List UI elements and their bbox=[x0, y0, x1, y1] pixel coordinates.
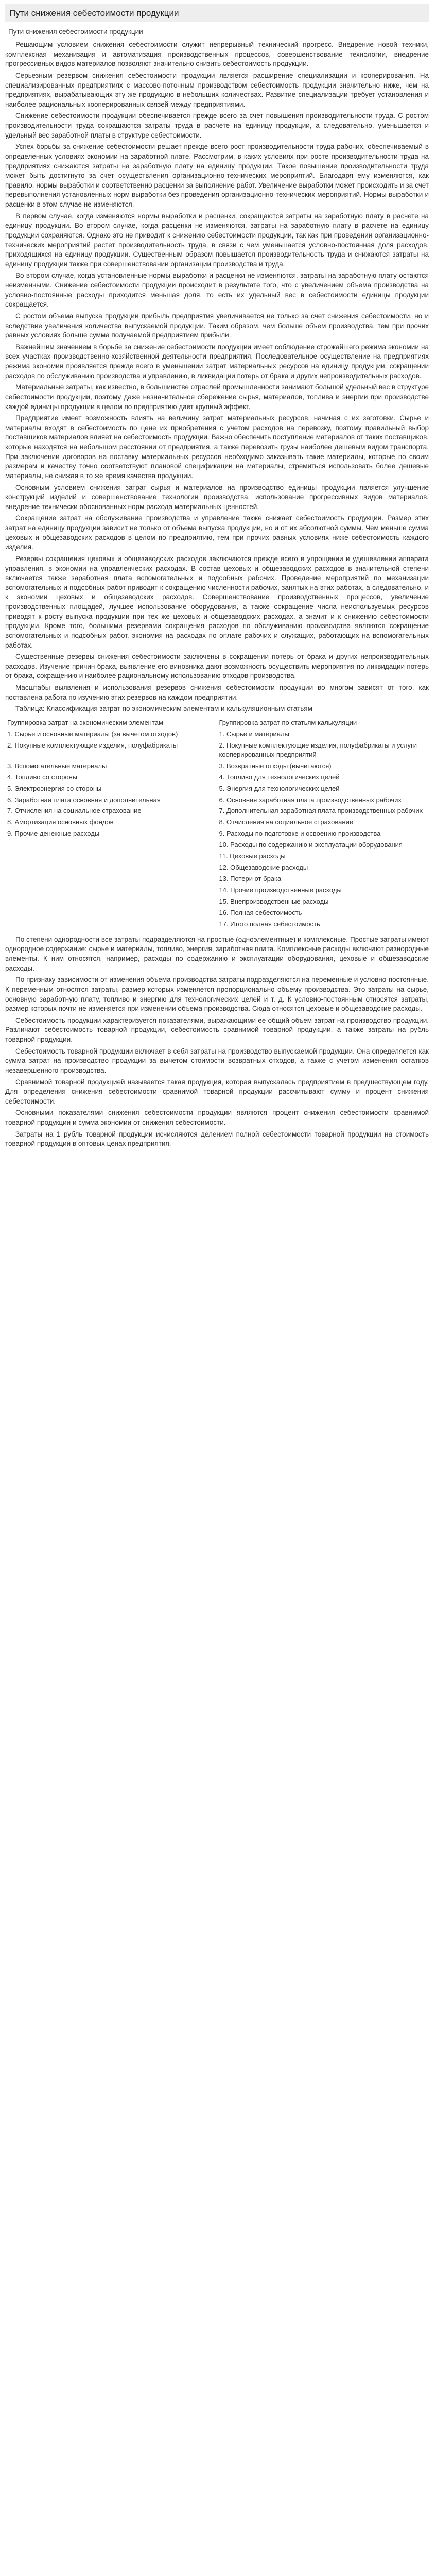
table-cell-economic-element: 6. Заработная плата основная и дополнительная bbox=[7, 795, 161, 804]
table-cell-economic-element bbox=[5, 896, 217, 907]
table-cell-economic-element: 8. Амортизация основных фондов bbox=[7, 818, 114, 826]
paragraph: Таблица: Классификация затрат по экономическим элементам и калькуляционным статьям bbox=[15, 705, 312, 713]
table-cell-cost-item: 2. Покупные комплектующие изделия, полуфабрикаты и услуги кооперированных предприятий bbox=[219, 741, 417, 758]
table-cell-cost-item: 7. Дополнительная заработная плата производственных рабочих bbox=[219, 807, 423, 815]
table-cell-economic-element bbox=[5, 839, 217, 851]
paragraph: Существенные резервы снижения себестоимости заключены в сокращении потерь от брака и других непроизводительных расходов. Изучение причин брака, выявление его виновника дают возможность осуществить мероприятия по ликвидации потерь от брака, сокращению и наиболее рациональному использованию отходов производства. bbox=[5, 653, 429, 680]
table-cell-economic-element: 7. Отчисления на социальное страхование bbox=[7, 807, 142, 815]
table-cell-cost-item: 14. Прочие производственные расходы bbox=[219, 886, 342, 894]
paragraph: Снижение себестоимости продукции обеспечивается прежде всего за счет повышения производительности труда. С ростом производительности труда сокращаются затраты труда в расчете на единицу продукции, а следовательно, уменьшается и удельный вес заработной платы в структуре себестоимости. bbox=[5, 112, 429, 139]
table-cell-economic-element bbox=[5, 907, 217, 919]
table-row bbox=[5, 873, 429, 885]
table-row bbox=[5, 783, 429, 794]
page-title-bar bbox=[5, 4, 429, 22]
paragraph: Успех борьбы за снижение себестоимости решает прежде всего рост производительности труда рабочих, обеспечиваемый в определенных условиях экономии на заработной плате. Рассмотрим, в каких условиях при росте производительности труда на предприятиях снижаются затраты на заработную плату на единицу продукции. Такое повышение производительности труда может быть достигнуто за счет осуществления организационно-технических мероприятий. Благодаря ему изменяются, как правило, нормы выработки и соответственно расценки за выполнение работ. Увеличение выработки может происходить и за счет перевыполнения установленных норм выработки без проведения организационно-технических мероприятий. Нормы выработки и расценки в этом случае не изменяются. bbox=[5, 143, 429, 209]
table-header-cell: Группировка затрат на экономическим элементам bbox=[7, 718, 163, 726]
table-row bbox=[5, 828, 429, 839]
table-cell-cost-item: 6. Основная заработная плата производственных рабочих bbox=[219, 795, 402, 804]
paragraph: Решающим условием снижения себестоимости служит непрерывный технический прогресс. Внедрение новой техники, комплексная механизация и автоматизация производственных процессов, совершенствование технологии, внедрение прогрессивных видов материалов позволяют значительно снизить себестоимость продукции. bbox=[5, 41, 429, 68]
table-row bbox=[5, 794, 429, 806]
table-cell-cost-item: 5. Энергия для технологических целей bbox=[219, 784, 340, 792]
paragraph: Основными показателями снижения себестоимости продукции являются процент снижения себестоимости сравнимой товарной продукции и сумма экономии от снижения себестоимости. bbox=[5, 1109, 429, 1127]
paragraph: Себестоимость продукции характеризуется показателями, выражающими ее общий объем затрат на производство продукции. Различают себестоимость товарной продукции, себестоимость сравнимой товарной продукции, а также затраты на рубль товарной продукции. bbox=[5, 1016, 429, 1044]
subheading: Пути снижения себестоимости продукции bbox=[8, 28, 143, 36]
table-cell-economic-element bbox=[5, 862, 217, 873]
table-cell-cost-item: 4. Топливо для технологических целей bbox=[219, 773, 340, 781]
page-title: Пути снижения себестоимости продукции bbox=[9, 8, 179, 18]
paragraph: Сравнимой товарной продукцией называется такая продукция, которая выпускалась предприятием в предшествующем году. Для определения снижения себестоимости сравнимой товарной продукции рассчитывают сумму и процент снижения себестоимости. bbox=[5, 1078, 429, 1105]
paragraph: Себестоимость товарной продукции включает в себя затраты на производство выпускаемой продукции. Она определяется как сумма затрат на производство продукции за вычетом стоимости возвратных отходов, а также с учетом изменения остатков незавершенного производства. bbox=[5, 1047, 429, 1074]
table-cell-cost-item: 1. Сырье и материалы bbox=[219, 730, 289, 738]
table-cell-economic-element: 5. Электроэнергия со стороны bbox=[7, 784, 102, 792]
table-row bbox=[5, 896, 429, 907]
table-row bbox=[5, 817, 429, 828]
table-cell-economic-element bbox=[5, 885, 217, 896]
table-row bbox=[5, 805, 429, 817]
paragraph: Предприятие имеет возможность влиять на величину затрат материальных ресурсов, начиная с их заготовки. Сырье и материалы входят в себестоимость по цене их приобретения с учетом расходов на перевозку, поэтому правильный выбор поставщиков материалов влияет на себестоимость продукции. Важно обеспечить поступление материалов от таких поставщиков, которые находятся на небольшом расстоянии от предприятия, а также перевозить грузы наиболее дешевым видом транспорта. При заключении договоров на поставку материальных ресурсов необходимо заказывать такие материалы, которые по своим размерам и качеству точно соответствуют плановой спецификации на материалы, стремиться использовать более дешевые материалы, не снижая в то же время качества продукции. bbox=[5, 414, 429, 480]
table-cell-economic-element: 2. Покупные комплектующие изделия, полуфабрикаты bbox=[7, 741, 178, 749]
table-row bbox=[5, 740, 429, 760]
paragraph: По степени однородности все затраты подразделяются на простые (одноэлементные) и комплексные. Простые затраты имеют однородное содержание: сырье и материалы, топливо, энергия, заработная плата. Комплексные расходы включают разнородные элементы. К ним относятся, например, расходы по содержанию и эксплуатации оборудования, цеховые и общезаводские расходы. bbox=[5, 935, 429, 972]
table-cell-cost-item: 15. Внепроизводственные расходы bbox=[219, 897, 329, 905]
table-row bbox=[5, 885, 429, 896]
table-cell-economic-element bbox=[5, 919, 217, 930]
table-row bbox=[5, 772, 429, 783]
table-row bbox=[5, 919, 429, 930]
paragraph: Затраты на 1 рубль товарной продукции исчисляются делением полной себестоимости товарной продукции на стоимость товарной продукции в оптовых ценах предприятия. bbox=[5, 1130, 429, 1148]
paragraph: Материальные затраты, как известно, в большинстве отраслей промышленности занимают большой удельный вес в структуре себестоимости продукции, поэтому даже незначительное сбережение сырья, материалов, топлива и энергии при производстве каждой единицы продукции в целом по предприятию дает крупный эффект. bbox=[5, 383, 429, 411]
table-cell-cost-item: 10. Расходы по содержанию и эксплуатации оборудования bbox=[219, 841, 403, 849]
table-cell-cost-item: 17. Итого полная себестоимость bbox=[219, 920, 320, 928]
paragraph: Сокращение затрат на обслуживание производства и управление также снижает себестоимость продукции. Размер этих затрат на единицу продукции зависит не только от объема выпуска продукции, но и от их абсолютной суммы. Чем меньше сумма цеховых и общезаводских расходов в целом по предприятию, тем при прочих равных условиях ниже себестоимость каждого изделия. bbox=[5, 514, 429, 551]
table-cell-cost-item: 11. Цеховые расходы bbox=[219, 852, 286, 860]
table-cell-economic-element: 3. Вспомогательные материалы bbox=[7, 761, 107, 770]
paragraph: Во втором случае, когда установленные нормы выработки и расценки не изменяются, затраты на заработную плату остаются неизменными. Снижение себестоимости продукции происходит в результате того, что с увеличением объема производства на условно-постоянные расходы приходится меньшая доля, то есть их удельный вес в себестоимости единицы продукции сокращается. bbox=[5, 272, 429, 309]
table-cell-economic-element: 1. Сырье и основные материалы (за вычетом отходов) bbox=[7, 730, 178, 738]
document-page bbox=[0, 0, 436, 1166]
table-cell-cost-item: 16. Полная себестоимость bbox=[219, 908, 302, 917]
table-header-cell: Группировка затрат по статьям калькуляции bbox=[219, 718, 357, 726]
paragraph: Серьезным резервом снижения себестоимости продукции является расширение специализации и кооперирования. На специализированных предприятиях с массово-поточным производством себестоимость продукции значительно ниже, чем на предприятиях, вырабатывающих эту же продукцию в небольших количествах. Развитие специализации требует установления и наиболее рациональных кооперированных связей между предприятиями. bbox=[5, 71, 429, 108]
paragraph: С ростом объема выпуска продукции прибыль предприятия увеличивается не только за счет снижения себестоимости, но и вследствие увеличения количества выпускаемой продукции. Таким образом, чем больше объем производства, тем при прочих равных условиях больше сумма получаемой предприятием прибыли. bbox=[5, 312, 429, 340]
table-row bbox=[5, 760, 429, 772]
paragraph: Масштабы выявления и использования резервов снижения себестоимости продукции во многом зависят от того, как поставлена работа по изучению этих резервов на каждом предприятии. bbox=[5, 684, 429, 701]
table-cell-cost-item: 3. Возвратные отходы (вычитаются) bbox=[219, 761, 332, 770]
table-row bbox=[5, 728, 429, 740]
table-cell-economic-element: 9. Прочие денежные расходы bbox=[7, 829, 100, 838]
body-text-before-table bbox=[5, 40, 429, 714]
paragraph: Резервы сокращения цеховых и общезаводских расходов заключаются прежде всего в упрощении и удешевлении аппарата управления, в экономии на управленческих расходах. В состав цеховых и общезаводских расходов в значительной степени включается также заработная плата вспомогательных и подсобных рабочих. Проведение мероприятий по механизации вспомогательных и подсобных работ приводит к сокращению численности рабочих, занятых на этих работах, а следовательно, и к экономии цеховых и общезаводских расходов. Совершенствование производственных процессов, увеличение производственных площадей, лучшее использование оборудования, а также сокращение числа неиспользуемых ресурсов приводят к росту выпуска продукции при тех же цеховых и общезаводских расходах, а значит и к снижению себестоимости продукции. Кроме того, большими резервами сокращения расходов по обслуживанию производства являются сокращение вспомогательных и подсобных работ, экономия на расходах по оплате рабочих и служащих, работающих на вспомогательных работах. bbox=[5, 554, 429, 649]
paragraph: По признаку зависимости от изменения объема производства затраты подразделяются на переменные и условно-постоянные. К переменным относятся затраты, размер которых изменяется пропорционально объему производства. Это затраты на сырье, основную заработную плату, топливо и энергию для технологических целей и т. д. К условно-постоянным относятся затраты, размер которых почти не изменяется при изменении объема производства. Сюда относятся цеховые и общезаводские расходы. bbox=[5, 976, 429, 1013]
table-cell-cost-item: 8. Отчисления на социальное страхование bbox=[219, 818, 354, 826]
table-cell-cost-item: 13. Потери от брака bbox=[219, 875, 282, 883]
classification-table bbox=[5, 717, 429, 930]
paragraph: Важнейшим значением в борьбе за снижение себестоимости продукции имеет соблюдение строжайшего режима экономии на всех участках производственно-хозяйственной деятельности предприятия. Последовательное осуществление на предприятиях режима экономии проявляется прежде всего в уменьшении затрат материальных ресурсов на единицу продукции, сокращении расходов по обслуживанию производства и управлению, в ликвидации потерь от брака и других непроизводительных расходов. bbox=[5, 343, 429, 380]
table-cell-economic-element bbox=[5, 851, 217, 862]
body-text-after-table bbox=[5, 935, 429, 1149]
table-cell-economic-element: 4. Топливо со стороны bbox=[7, 773, 78, 781]
paragraph: Основным условием снижения затрат сырья и материалов на производство единицы продукции является улучшение конструкций изделий и совершенствование технологии производства, использование прогрессивных видов материалов, внедрение технически обоснованных норм расхода материальных ценностей. bbox=[5, 483, 429, 511]
table-row bbox=[5, 851, 429, 862]
table-row bbox=[5, 907, 429, 919]
table-cell-cost-item: 12. Общезаводские расходы bbox=[219, 863, 308, 872]
table-cell-cost-item: 9. Расходы по подготовке и освоению производства bbox=[219, 829, 381, 838]
paragraph: В первом случае, когда изменяются нормы выработки и расценки, сокращаются затраты на заработную плату в расчете на единицу продукции. Во втором случае, когда расценки не изменяются, затраты на заработную плату в расчете на единицу продукции сохраняются. Однако это не приводит к снижению себестоимости продукции, так как при проведении организационно-технических мероприятий растет производительность труда, в связи с чем уменьшается условно-постоянная доля расходов, приходящихся на единицу продукции. Существенным образом повышается производительность труда и снижаются затраты на единицу продукции также при совершенствовании организации производства и труда. bbox=[5, 212, 429, 268]
table-cell-economic-element bbox=[5, 873, 217, 885]
table-row bbox=[5, 839, 429, 851]
table-row bbox=[5, 862, 429, 873]
table-header-row bbox=[5, 717, 429, 728]
